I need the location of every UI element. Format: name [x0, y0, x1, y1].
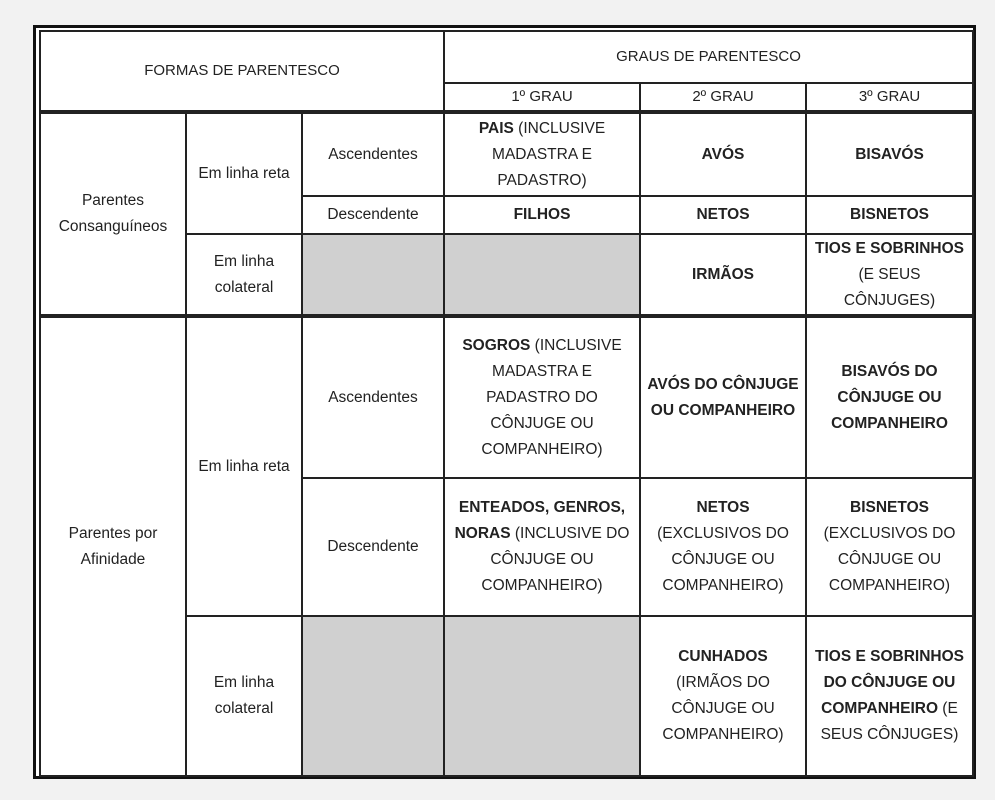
afin-desc-grau-3: BISNETOS (EXCLUSIVOS DO CÔNJUGE OU COMPANHEIRO) — [806, 478, 973, 616]
afin-desc-grau-2: NETOS (EXCLUSIVOS DO CÔNJUGE OU COMPANHEIRO) — [640, 478, 806, 616]
cons-col-grau-3: TIOS E SOBRINHOS (E SEUS CÔNJUGES) — [806, 234, 973, 316]
cons-linha-colateral: Em linha colateral — [186, 234, 302, 316]
cons-desc-grau-1: FILHOS — [444, 196, 640, 234]
cons-col-empty — [302, 234, 444, 316]
header-grau-3: 3º GRAU — [806, 83, 973, 112]
afin-linha-colateral: Em linha colateral — [186, 616, 302, 776]
header-grau-1: 1º GRAU — [444, 83, 640, 112]
afin-col-grau-3: TIOS E SOBRINHOS DO CÔNJUGE OU COMPANHEIRO (E SEUS CÔNJUGES) — [806, 616, 973, 776]
cons-asc-grau-2: AVÓS — [640, 112, 806, 196]
afin-descendente: Descendente — [302, 478, 444, 616]
header-grau-2: 2º GRAU — [640, 83, 806, 112]
afin-col-empty — [302, 616, 444, 776]
cons-descendente: Descendente — [302, 196, 444, 234]
afin-asc-grau-3: BISAVÓS DO CÔNJUGE OU COMPANHEIRO — [806, 316, 973, 478]
afin-ascendentes: Ascendentes — [302, 316, 444, 478]
afin-desc-grau-1: ENTEADOS, GENROS, NORAS (INCLUSIVE DO CÔNJUGE OU COMPANHEIRO) — [444, 478, 640, 616]
cons-linha-reta: Em linha reta — [186, 112, 302, 234]
afin-linha-reta: Em linha reta — [186, 316, 302, 616]
afin-col-grau-1-empty — [444, 616, 640, 776]
header-graus: GRAUS DE PARENTESCO — [444, 31, 973, 83]
row-label-afinidade: Parentes por Afinidade — [40, 316, 186, 776]
cons-col-grau-1-empty — [444, 234, 640, 316]
cons-ascendentes: Ascendentes — [302, 112, 444, 196]
kinship-table — [39, 30, 974, 777]
cons-desc-grau-3: BISNETOS — [806, 196, 973, 234]
header-formas: FORMAS DE PARENTESCO — [40, 31, 444, 112]
cons-col-grau-2: IRMÃOS — [640, 234, 806, 316]
row-label-consanguineos: Parentes Consanguíneos — [40, 112, 186, 316]
cons-asc-grau-1: PAIS (INCLUSIVE MADASTRA E PADASTRO) — [444, 112, 640, 196]
afin-asc-grau-1: SOGROS (INCLUSIVE MADASTRA E PADASTRO DO CÔNJUGE OU COMPANHEIRO) — [444, 316, 640, 478]
cons-desc-grau-2: NETOS — [640, 196, 806, 234]
cons-asc-grau-3: BISAVÓS — [806, 112, 973, 196]
afin-col-grau-2: CUNHADOS (IRMÃOS DO CÔNJUGE OU COMPANHEIRO) — [640, 616, 806, 776]
afin-asc-grau-2: AVÓS DO CÔNJUGE OU COMPANHEIRO — [640, 316, 806, 478]
